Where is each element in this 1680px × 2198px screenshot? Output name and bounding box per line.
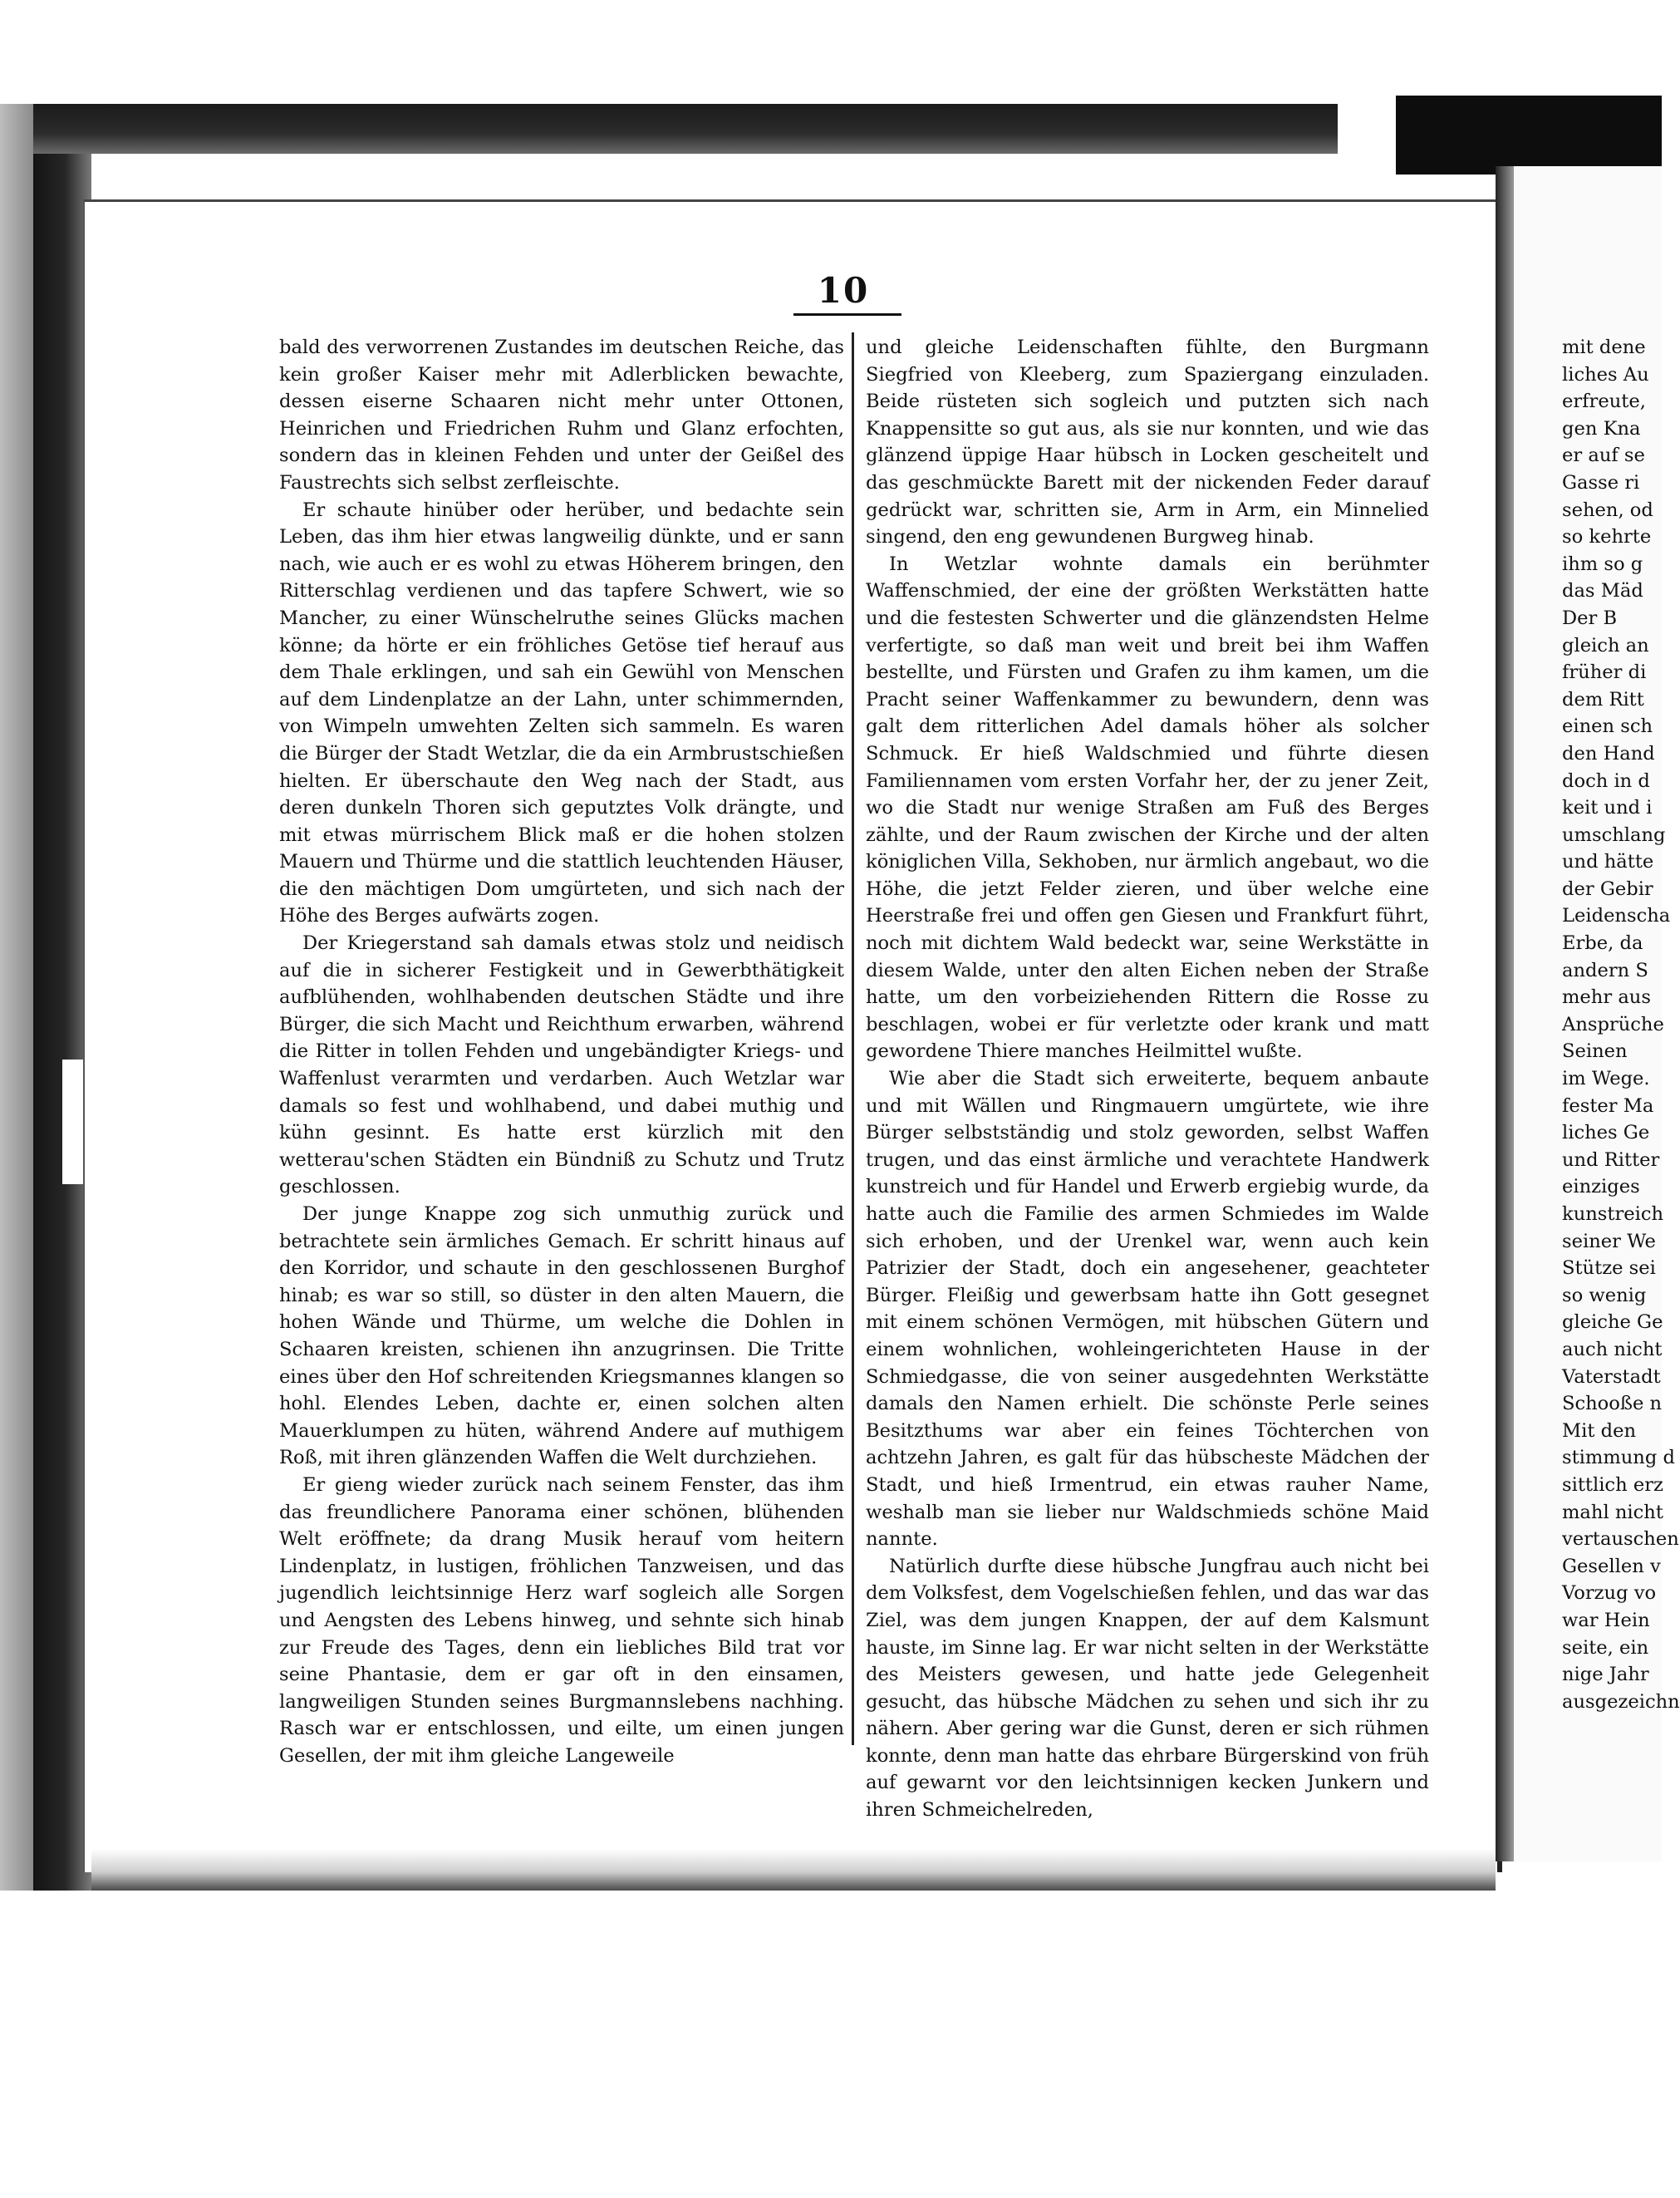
next-page-line: doch in d	[1562, 770, 1650, 792]
next-page-line: umschlang	[1562, 824, 1666, 846]
paragraph: und gleiche Leidenschaften fühlte, den Burgmann Siegfried von Kleeberg, zum Spaziergang einzuladen. Beide rüsteten sich sogleich und putzten sich nach Knappensitte so gut aus, als sie nur konnten, und wie das glänzend üppige Haar hübsch in Locken gescheitelt und das geschmückte Barett mit der nickenden Feder darauf gedrückt war, schritten sie, Arm in Arm, ein Minnelied singend, den eng gewundenen Burgweg hinab.	[866, 337, 1429, 548]
scan-margin-bottom	[0, 1891, 1662, 2198]
next-page-line: und hätte	[1562, 851, 1654, 873]
next-page-line: liches Au	[1562, 363, 1649, 386]
header-rule	[793, 313, 901, 316]
next-page-line: auch nicht	[1562, 1338, 1663, 1360]
paragraph: Der junge Knappe zog sich unmuthig zurück und betrachtete sein ärmliches Gemach. Er schritt hinaus auf den Korridor, und schaute in den geschlossenen Burghof hinab; es war so still, so düster in den alten Mauern, die hohen Wände und Thürme, um welche die Dohlen in Schaaren kreisten, schienen ihn anzugrinsen. Die Tritte eines über den Hof schreitenden Kriegsmannes klangen so hohl. Elendes Leben, dachte er, einen solchen alten Mauerklumpen zu hüten, während Andere auf muthigem Roß, mit ihren glänzenden Waffen die Welt durchziehen.	[279, 1203, 844, 1469]
next-page-line: er auf se	[1562, 445, 1645, 467]
next-page-line: Gesellen v	[1562, 1555, 1661, 1577]
next-page-line: Vaterstadt	[1562, 1365, 1661, 1388]
paragraph: Er schaute hinüber oder herüber, und bedachte sein Leben, das ihm hier etwas langweilig dünkte, und er sann nach, wie auch er es wohl zu etwas Höherem bringen, den Ritterschlag verdienen und das tapfere Schwert, wie so Mancher, zu einer Wünschelruthe seines Glücks machen könne; da hörte er ein fröhliches Getöse tief herauf aus dem Thale erklingen, und sah ein Gewühl von Menschen auf dem Lindenplatze an der Lahn, unter schimmernden, von Wimpeln umwehten Zelten sich sammeln. Es waren die Bürger der Stadt Wetzlar, die da ein Armbrustschießen hielten. Er überschaute den Weg nach der Stadt, aus deren dunkeln Thoren sich geputztes Volk drängte, und mit etwas mürrischem Blick maß er die hohen stolzen Mauern und Thürme und die stattlich leuchtenden Häuser, die den mächtigen Dom umgürteten, und sich nach der Höhe des Berges aufwärts zogen.	[279, 499, 844, 927]
next-page-line: sittlich erz	[1562, 1473, 1663, 1496]
next-page-line: seiner We	[1562, 1230, 1656, 1252]
paragraph: Der Kriegerstand sah damals etwas stolz und neidisch auf die in sicherer Festigkeit und in Gewerbthätigkeit aufblühenden, wohlhabenden deutschen Städte und ihre Bürger, die sich Macht und Reichthum erwarben, während die Ritter in tollen Fehden und ungebändigter Kriegs- und Waffenlust verarmten und verdarben. Auch Wetzlar war damals so fest und wohlhabend, und dabei muthig und kühn gesinnt. Es hatte erst kürzlich mit den wetterau'schen Städten ein Bündniß zu Schutz und Trutz geschlossen.	[279, 932, 844, 1198]
next-page-line: gleiche Ge	[1562, 1311, 1663, 1334]
next-page-line: Leidenscha	[1562, 905, 1671, 927]
next-page-line: Ansprüche	[1562, 1013, 1664, 1035]
next-page-line: einen sch	[1562, 715, 1653, 738]
next-page-column	[1562, 334, 1678, 1715]
next-page-line: dem Ritt	[1562, 688, 1644, 711]
next-page-line: Seinen	[1562, 1040, 1628, 1063]
next-page-line: ihm so g	[1562, 553, 1643, 575]
scan-edge-left	[0, 104, 33, 1891]
next-page-line: Stütze sei	[1562, 1257, 1656, 1280]
next-page-line: im Wege.	[1562, 1068, 1650, 1090]
paragraph: Natürlich durfte diese hübsche Jungfrau auch nicht bei dem Volksfest, dem Vogelschießen fehlen, und das war das Ziel, was dem jungen Knappen, der auf dem Kalsmunt hauste, im Sinne lag. Er war nicht selten in der Werkstätte des Meisters gewesen, und hatte jede Gelegenheit gesucht, das hübsche Mädchen zu sehen und sich ihr zu nähern. Aber gering war die Gunst, deren er sich rühmen konnte, denn man hatte das ehrbare Bürgerskind von früh auf gewarnt vor den leichtsinnigen kecken Junkern und ihren Schmeichelreden,	[866, 1555, 1429, 1822]
page-bottom-edge	[91, 1849, 1496, 1891]
next-page-line: gen Kna	[1562, 417, 1641, 440]
next-page-line: einziges	[1562, 1176, 1640, 1198]
next-page-line: ausgezeichn	[1562, 1690, 1680, 1713]
scan-margin-top	[0, 0, 1662, 104]
paragraph: In Wetzlar wohnte damals ein berühmter Waffenschmied, der eine der größten Werkstätten hatte und die festesten Schwerter und die glänzendsten Helme verfertigte, so daß man weit und breit bei ihm Waffen bestellte, und Fürsten und Grafen zu ihm kamen, um die Pracht seiner Waffenkammer zu bewundern, denn was galt dem ritterlichen Adel damals höher als solcher Schmuck. Er hieß Waldschmied und führte diesen Familiennamen vom ersten Vorfahr her, der zu jener Zeit, wo die Stadt nur wenige Straßen am Fuß des Berges zählte, und der Raum zwischen der Kirche und der alten königlichen Villa, Sekhoben, nur ärmlich angebaut, wo die Höhe, die jetzt Felder zieren, und über welche eine Heerstraße frei und offen gen Giesen und Frankfurt führt, noch mit dichtem Wald bedeckt war, seine Werkstätte in diesem Walde, unter den alten Eichen neben der Straße hatte, um den vorbeiziehenden Rittern die Rosse zu beschlagen, wobei er für verletzte oder krank und matt gewordene Thiere manches Heilmittel wußte.	[866, 553, 1429, 1063]
next-page-line: Mit den	[1562, 1419, 1637, 1442]
next-page-line: Erbe, da	[1562, 932, 1643, 955]
next-page-line: den Hand	[1562, 742, 1655, 765]
scan-shadow-top	[33, 104, 1338, 154]
next-page-line: so kehrte	[1562, 526, 1652, 548]
next-page-line: fester Ma	[1562, 1094, 1654, 1117]
text-column-right	[866, 334, 1429, 1824]
next-page-line: der Gebir	[1562, 878, 1653, 900]
text-column-left	[279, 334, 844, 1769]
next-page-line: nige Jahr	[1562, 1664, 1649, 1686]
next-page-line: keit und i	[1562, 797, 1653, 819]
next-page-line: mahl nicht	[1562, 1501, 1663, 1523]
next-page-line: erfreute,	[1562, 391, 1646, 413]
next-page-line: das Mäd	[1562, 580, 1643, 602]
column-divider	[852, 332, 854, 1745]
next-page-line: und Ritter	[1562, 1148, 1660, 1171]
next-page-line: liches Ge	[1562, 1122, 1650, 1144]
next-page-line: andern S	[1562, 959, 1648, 981]
next-page-line: vertauschen	[1562, 1528, 1679, 1551]
next-page-line: Gasse ri	[1562, 471, 1640, 494]
next-page-line: war Hein	[1562, 1609, 1650, 1631]
next-page-line: seite, ein	[1562, 1636, 1649, 1659]
scan-shadow-top-right	[1396, 96, 1662, 175]
next-page-line: mehr aus	[1562, 986, 1651, 1009]
next-page-line: stimmung d	[1562, 1447, 1675, 1469]
next-page-line: kunstreich	[1562, 1203, 1664, 1225]
next-page-line: Schooße n	[1562, 1393, 1663, 1415]
page-number: 10	[817, 270, 870, 311]
paragraph: Er gieng wieder zurück nach seinem Fenster, das ihm das freundlichere Panorama einer schönen, blühenden Welt eröffnete; da drang Musik herauf vom heitern Lindenplatz, in lustigen, fröhlichen Tanzweisen, und das jugendlich leichtsinnige Herz warf sogleich alle Sorgen und Aengsten des Lebens hinweg, und sehnte sich hinab zur Freude des Tages, denn ein liebliches Bild trat vor seine Phantasie, dem er gar oft in den einsamen, langweiligen Stunden seines Burgmannslebens nachhing. Rasch war er entschlossen, und eilte, um einen jungen Gesellen, der mit ihm gleiche Langeweile	[279, 1473, 844, 1767]
next-page-line: so wenig	[1562, 1284, 1647, 1306]
book-gutter	[1496, 166, 1514, 1861]
next-page-line: früher di	[1562, 661, 1647, 684]
next-page-line: gleich an	[1562, 634, 1649, 656]
next-page-line: sehen, od	[1562, 499, 1653, 521]
paragraph: Wie aber die Stadt sich erweiterte, bequem anbaute und mit Wällen und Ringmauern umgürtete, wie ihre Bürger selbstständig und stolz geworden, selbst Waffen trugen, und das einst ärmliche und verachtete Handwerk kunstreich und für Handel und Erwerb ergiebig wurde, da hatte auch die Familie des armen Schmiedes im Walde sich erhoben, und der Urenkel war, wenn auch kein Patrizier der Stadt, doch ein angesehener, geachteter Bürger. Fleißig und gewerbsam hatte ihn Gott gesegnet mit einem schönen Vermögen, mit hübschen Gütern und einem wohnlichen, wohleingerichteten Hause in der Schmiedgasse, die von seiner ausgedehnten Werkstätte damals den Namen erhielt. Die schönste Perle seines Besitzthums war aber ein feines Töchterchen von achtzehn Jahren, es galt für das hübscheste Mädchen der Stadt, und hieß Irmentrud, ein etwas rauher Name, weshalb man sie lieber nur Waldschmieds schöne Maid nannte.	[866, 1068, 1429, 1551]
next-page-line: Vorzug vo	[1562, 1582, 1657, 1605]
next-page-line: mit dene	[1562, 337, 1646, 358]
paragraph: bald des verworrenen Zustandes im deutschen Reiche, das kein großer Kaiser mehr mit Adlerblicken bewachte, dessen eiserne Schaaren nicht mehr unter Ottonen, Heinrichen und Friedrichen Ruhm und Glanz erfochten, sondern das in kleinen Fehden und unter der Geißel des Faustrechts sich selbst zerfleischte.	[279, 337, 844, 494]
next-page-line: Der B	[1562, 607, 1618, 629]
